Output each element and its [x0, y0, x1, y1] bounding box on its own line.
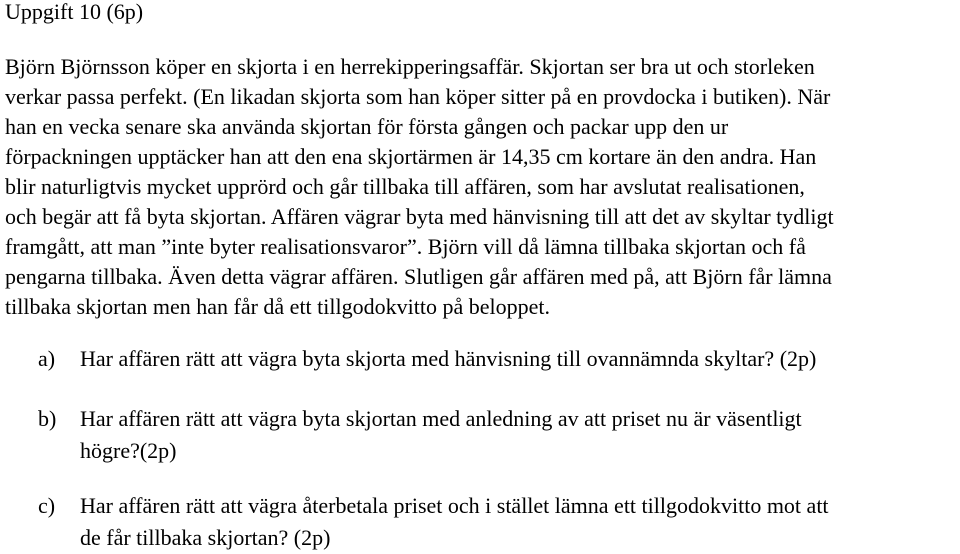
paragraph-line: och begär att få byta skjortan. Affären vägrar byta med hänvisning till att det av skyltar tydligt	[5, 204, 834, 229]
paragraph-line: tillbaka skjortan men han får då ett tillgodokvitto på beloppet.	[5, 294, 550, 319]
question-text	[80, 343, 816, 375]
paragraph-line: han en vecka senare ska använda skjortan för första gången och packar upp den ur	[5, 114, 729, 139]
question-line: Har affären rätt att vägra återbetala priset och i stället lämna ett tillgodokvitto mot att	[80, 493, 829, 518]
question-line: de får tillbaka skjortan? (2p)	[80, 525, 331, 550]
question-text	[80, 490, 829, 554]
question-text	[80, 403, 802, 467]
paragraph-line: framgått, att man ”inte byter realisationsvaror”. Björn vill då lämna tillbaka skjortan och få	[5, 234, 806, 259]
question-line: högre?(2p)	[80, 438, 177, 463]
paragraph-line: blir naturligtvis mycket upprörd och går tillbaka till affären, som har avslutat realisationen,	[5, 174, 805, 199]
assignment-title: Uppgift 10 (6p)	[5, 0, 144, 24]
question-line: Har affären rätt att vägra byta skjorta med hänvisning till ovannämnda skyltar? (2p)	[80, 346, 817, 371]
paragraph-line: Björn Björnsson köper en skjorta i en herrekipperingsaffär. Skjortan ser bra ut och storleken	[5, 54, 815, 79]
question-marker: a)	[38, 346, 56, 371]
question-marker: b)	[38, 406, 57, 431]
paragraph-line: förpackningen upptäcker han att den ena skjortärmen är 14,35 cm kortare än den andra. Han	[5, 144, 817, 169]
paragraph-line: pengarna tillbaka. Även detta vägrar affären. Slutligen går affären med på, att Björn får lämna	[5, 264, 832, 289]
paragraph-line: verkar passa perfekt. (En likadan skjorta som han köper sitter på en provdocka i butiken). När	[5, 84, 831, 109]
case-paragraph	[5, 52, 957, 322]
question-marker: c)	[38, 493, 56, 518]
question-line: Har affären rätt att vägra byta skjortan med anledning av att priset nu är väsentligt	[80, 406, 802, 431]
